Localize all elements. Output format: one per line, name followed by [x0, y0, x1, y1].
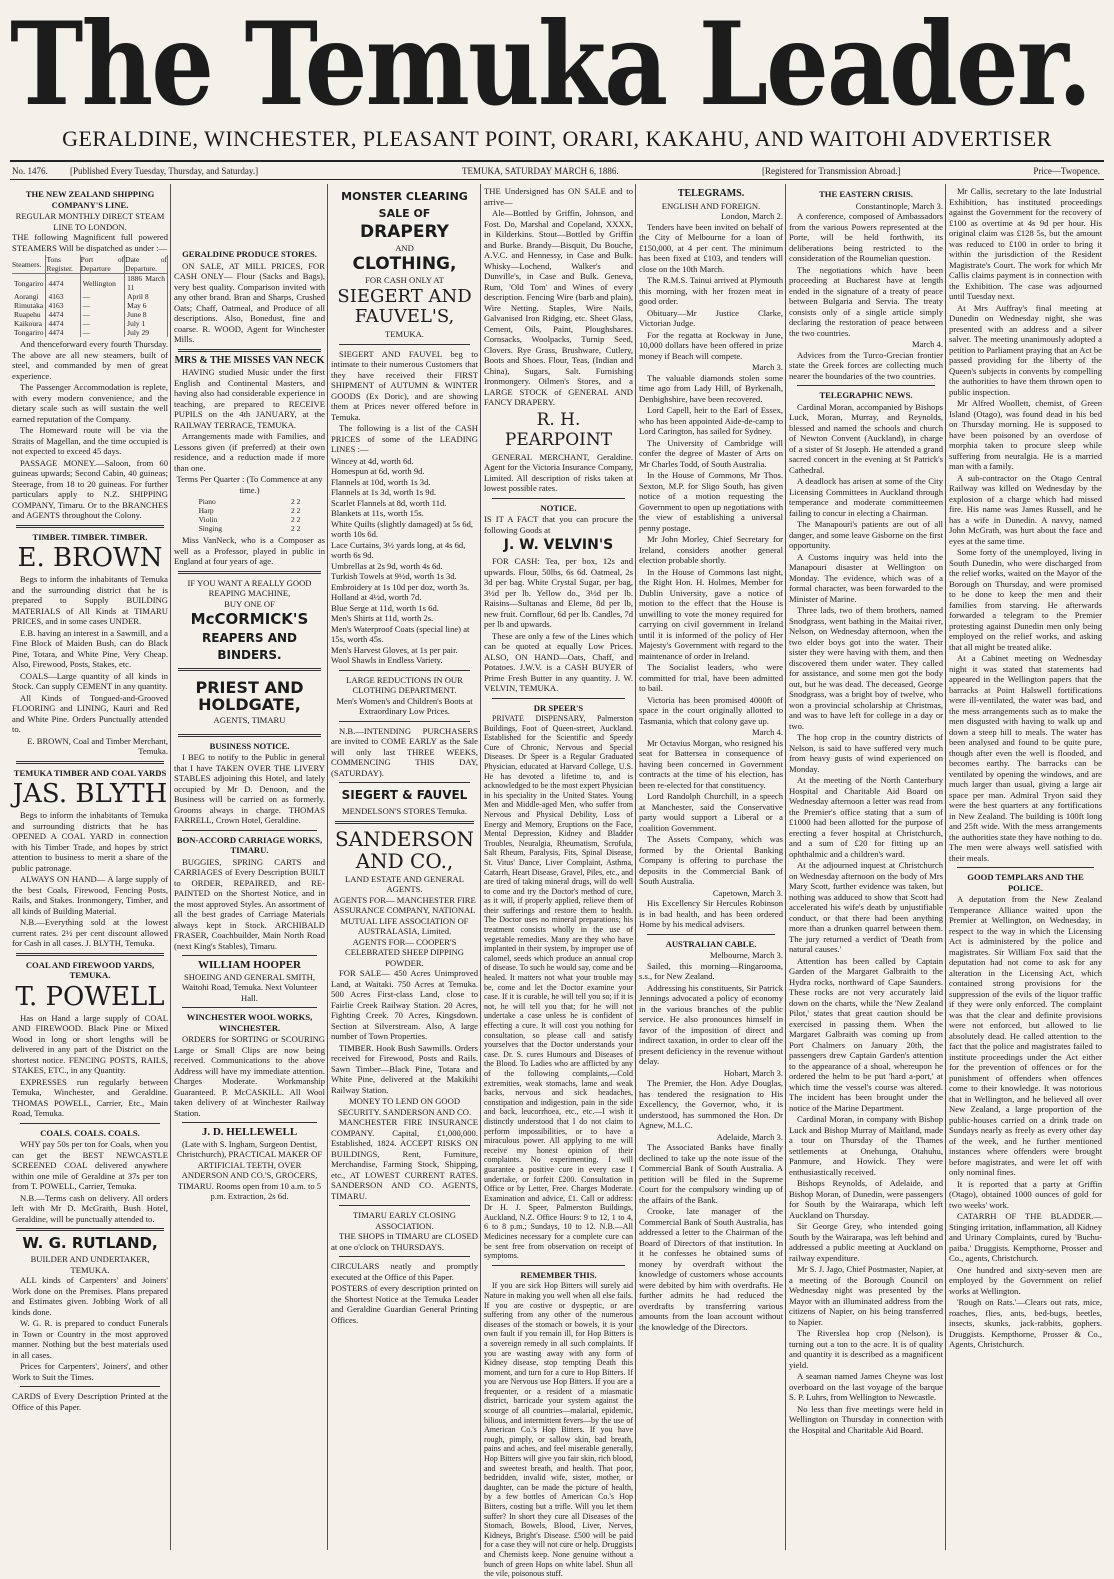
- news-item: Mr Octavius Morgan, who resigned his seat for Battersea in consequence of having been concerned in Government contracts at the time of his election, has been re-elected for that constituency.: [639, 737, 783, 790]
- news-item: At the adjourned inquest at Christchurch on Wednesday afternoon on the body of Mrs Mary Scott, further evidence was taken, but nothing was adduced to show that Scott had accelerated his wife's death by unjustifiable conduct, or that there had been anything more than a drunken quarrel between them. The jury returned a verdict of 'Death from natural causes.': [789, 860, 943, 954]
- dateline-item: March 4.: [751, 727, 783, 737]
- ad-text: N.B.—Terms cash on delivery. All orders left with Mr D. McGraith, Bush Hotel, Geraldine, will be punctually attended to.: [12, 1192, 168, 1224]
- ad-shipping-intro: THE following Magnificent full powered STEAMERS Will be dispatched as under :—: [12, 232, 168, 253]
- ad-heading: NOTICE.: [540, 502, 577, 513]
- ad-text: EXPRESSES run regularly between Temuka, Winchester, and Geraldine. THOMAS POWELL, Carrier, Etc., Main Road, Temuka.: [12, 1076, 168, 1118]
- table-row: Violin 2 2: [198, 515, 301, 524]
- ad-title-sanderson: SANDERSON AND CO.,: [335, 826, 474, 873]
- ad-shipping-heading: THE NEW ZEALAND SHIPPING COMPANY'S LINE.: [25, 189, 155, 210]
- column-7: [947, 186, 1104, 1548]
- news-item: Some forty of the unemployed, living in South Dunedin, who were discharged from the relief works, waited on the Mayor of the Borough on Thursday, and were promised to be done to keep the men and their families from starving. He afterwards forwarded a telegram to the Premier protesting against Dunedin men only being employed on the relief works, and asking that all might be treated alike.: [949, 547, 1102, 652]
- ad-text: HAVING studied Music under the first English and Continental Masters, and having also had considerable experience in teaching, are prepared to RECEIVE PUPILS on the 4th JANUARY, at the RAILWAY TERRACE, TEMUKA.: [174, 367, 325, 430]
- section-subheading: ENGLISH AND FOREIGN.: [661, 200, 761, 211]
- news-item: A conference, composed of Ambassadors from the various Powers represented at the Porte, will be held forthwith, its deliberations being restricted to the consideration of the Roumelian question.: [789, 211, 943, 263]
- ad-title-siegert: SIEGERT AND FAUVEL'S,: [337, 286, 472, 327]
- table-row: Harp 2 2: [198, 506, 301, 515]
- ad-sub: BUILDER AND UNDERTAKER, TEMUKA.: [30, 1254, 150, 1275]
- news-item: Lord Randolph Churchill, in a speech at Manchester, said the Conservative party would support a Liberal or a coalition Government.: [639, 791, 783, 833]
- newspaper-title: The Temuka Leader.: [10, 0, 1091, 132]
- issue-number: No. 1476.: [12, 166, 48, 176]
- ad-text: WHY pay 50s per ton for Coals, when you can get the BEST NEWCASTLE SCREENED COAL delivered anywhere within one mile of Geraldine at 37s per ton from T. POWELL, Carrier, Temuka.: [12, 1139, 168, 1191]
- list-item: Men's Harvest Gloves, at 1s per pair.: [331, 644, 458, 655]
- list-item: Holland at 4½d, worth 7d.: [331, 592, 422, 602]
- ad-title-blyth: JAS. BLYTH: [12, 779, 168, 809]
- ad-sub: LAND ESTATE AND GENERAL AGENTS.: [345, 873, 464, 894]
- ad-text: PRIVATE DISPENSARY, Palmerston Buildings, Foot of Queen-street, Auckland. Established for the Scientific and Speedy Cure of Chronic, Nervous and Special Diseases. Dr Speer is a Regular Graduated Physician, educated at Harvard College, U.S. He has devoted a lifetime to, and is acknowledged to be the most expert Physician in his speciality in the United States. Young Men and Middle-aged Men, who suffer from Nervous and Physical Debility, Loss of Energy and Memory, Eruptions on the Face, Mental Depression, Kidney and Bladder Troubles, Neuralgia, Rheumatism, Scrofula, Salt Rheum, Paralysis, Fits, Spinal Disease, St. Vitus' Dance, Liver Complaint, Asthma, Catarrh, Heart Disease, Gravel, Piles, etc., and are tired of taking mineral drugs, will do well to come and try the Doctor's method of cure, as it will, if properly applied, relieve them of their sufferings and restore them to health. The Doctor uses no mineral preparations; his treatment consists wholly in the use of vegetable remedies. Many are they who have implanted in their system, by improper use of calomel, seeds which produce an annual crop of disease. To such he would say, come and be healed. It matters not what your trouble may be, come and let the Doctor examine your case. If it is curable, he will tell you so; if it is not, he will tell you that; for he will not undertake a case unless he is confident of effecting a cure. It will cost you nothing for consultation, so please call and satisfy yourselves that the Doctor understands your case. Dr. S. cures Humours and Diseases of the Blood. To Ladies who are afflicted by any of the following complaints,—Cold extremities, weak stomachs, lame and weak backs, nervous and sick headaches, constipation and indigestion, pain in the side and back, leucorrhoea, etc., etc.—I wish it distinctly understood that I do not claim to perform impossibilities, or to have a miraculous power. All applying to me will receive my honest opinion of their complaints. No experimenting. I will guarantee a positive cure in every case I undertake, or forfeit £200. Consultation in Office or by Letter, Free. Charges Moderate. Examination and advice, £1. Call or address: Dr H. J. Speer, Palmerston Buildings, Auckland, N.Z. Office Hours: 9 to 12, 1 to 4, 6 to 8 p.m.; Sundays, 10 to 12. N.B.—All Medicines necessary for a complete cure can be sent free from observation on receipt of symptoms.: [484, 714, 633, 1261]
- ad-text: Begs to inform the inhabitants of Temuka and the surrounding district that he is prepared to Supply BUILDING MATERIALS of All Kinds at TIMARU PRICES, and in some cases UNDER.: [12, 574, 168, 626]
- dateline-item: Adelaide, March 3.: [716, 1131, 783, 1142]
- ad-heading: COAL AND FIREWOOD YARDS, TEMUKA.: [25, 959, 155, 980]
- ad-heading: REMEMBER THIS.: [520, 1269, 597, 1280]
- ad-text: MANCHESTER FIRE INSURANCE COMPANY. Capital, £1,000,000. Established, 1824. ACCEPT RISKS ON BUILDINGS, Rent, Furniture, Merchandise, Farming Stock, Shipping, etc., AT LOWEST CURRENT RATES. SANDERSON AND CO. AGENTS, TIMARU.: [331, 1117, 478, 1201]
- news-item: One hundred and sixty-seven men are employed by the Government on relief works at Wellington.: [949, 1264, 1102, 1296]
- ad-drapery: DRAPERY: [360, 222, 449, 242]
- ad-title-siegert-2: SIEGERT & FAUVEL: [341, 788, 468, 802]
- table-row: Rimutaka 4163 — May 6: [12, 301, 168, 310]
- news-item: Victoria has been promised 4000ft of space in the court originally allotted to Tasmania, which that colony gave up.: [639, 694, 783, 726]
- ad-text: AGENTS FOR— MANCHESTER FIRE ASSURANCE COMPANY, NATIONAL MUTUAL LIFE ASSOCIATION OF AUSTRALASIA, Limited.: [333, 894, 476, 936]
- news-item: No less than five meetings were held in Wellington on Thursday in connection with the Hospital and Charitable Aid Board.: [789, 1403, 943, 1435]
- list-item: Blankets at 11s, worth 15s.: [331, 508, 424, 518]
- dateline-item: Constantinople, March 3.: [855, 200, 943, 211]
- column-6: [787, 186, 945, 1548]
- news-item: The University of Cambridge will confer the degree of Master of Arts on Mr Charles Todd, of South Australia.: [639, 437, 783, 469]
- news-item: Crooke, late manager of the Commercial Bank of South Australia, has addressed a letter to the Chairman of the Board of Directors of that institution. In it he confesses he obtained sums of money by overdraft without the knowledge of customers whose accounts were debited by him with overdrafts. He further admits he had reduced the overdrafts by transferring various amounts from the loan account without the knowledge of the Directors.: [639, 1206, 783, 1332]
- ad-title-priest: PRIEST AND HOLDGATE,: [195, 678, 304, 714]
- ad-sub: AGENTS, TIMARU: [213, 715, 286, 725]
- list-item: Scarlet Flannels at 8d, worth 11d.: [331, 497, 447, 508]
- column-3: [329, 186, 480, 1548]
- ad-text: CARDS of Every Description Printed at the Office of this Paper.: [12, 1391, 168, 1412]
- ad-shipping-sub: REGULAR MONTHLY DIRECT STEAM LINE TO LONDON.: [15, 211, 165, 232]
- ad-title-hellewell: J. D. HELLEWELL: [201, 1126, 298, 1138]
- news-item: His Excellency Sir Hercules Robinson is in bad health, and has been ordered Home by his medical advisers.: [639, 898, 783, 929]
- news-item: At Mrs Auffray's final meeting at Dunedin on Wednesday night, she was presented with an address and a silver salver. The meeting unanimously adopted a petition to Parliament praying that an Act be passed providing for the liberty of the Queen's subjects in convents by compelling the authorities to have them thrown open to public inspection.: [949, 302, 1102, 397]
- news-item: The Premier, the Hon. Adye Douglas, has tendered the resignation to His Excellency, the Governor, who, it is understood, has summoned the Hon. Dr Agnew, M.L.C.: [639, 1078, 783, 1130]
- ad-text: ALL kinds of Carpenters' and Joiners' Work done on the Premises. Plans prepared and Estimates given. Jobbing Work of all kinds done.: [12, 1275, 168, 1317]
- ad-text: Men's Women's and Children's Boots at Extraordinary Low Prices.: [336, 695, 473, 716]
- ad-heading-speer: DR SPEER'S: [533, 702, 584, 713]
- ad-text: IS IT A FACT that you can procure the following Goods at: [484, 514, 633, 535]
- news-item: CATARRH OF THE BLADDER.—Stinging irritation, inflammation, all Kidney and Urinary Complaints, cured by 'Buchu-paiba.' Druggists. Kempthorne, Prosser and Co., agents, Christchurch.: [949, 1211, 1102, 1263]
- news-item: In the House of Commons, Mr Thos. Sexton, M.P. for Sligo South, has given notice of a motion requesting the Government to open up negotiations with the view of establishing a universal penny postage.: [639, 470, 783, 533]
- price: Price—Twopence.: [1033, 166, 1100, 176]
- news-item: Addressing his constituents, Sir Patrick Jennings advocated a policy of economy in the various branches of the public service. He also pronounces himself in favor of the imposition of direct and indirect taxation, in order to clear off the present deficiency in the revenue without delay.: [639, 982, 783, 1066]
- ad-text: The Passenger Accommodation is replete, with every modern convenience, and the dietary scale such as will sustain the well earned reputation of the Company.: [12, 382, 168, 424]
- ad-title-mccormick: McCORMICK'S: [190, 610, 309, 628]
- dateline-item: March 3.: [751, 362, 783, 372]
- registration-note: [Registered for Transmission Abroad.]: [762, 166, 901, 176]
- column-5: [637, 186, 785, 1548]
- ad-text: ALWAYS ON HAND— A large supply of the best Coals, Firewood, Fencing Posts, Rails, and Stakes. Ironmongery, Timber, and all kinds of Building Material.: [12, 874, 168, 916]
- ad-text: Has on Hand a large supply of COAL AND FIREWOOD. Black Pine or Mixed Wood in long or short lengths will be delivered in any part of the District on the shortest notice. FENCING POSTS, RAILS, STAKES, ETC., in any Quantity.: [12, 1012, 168, 1075]
- ad-text: PASSAGE MONEY.—Saloon, from 60 guineas upwards; Second Cabin, 40 guineas; Steerage, from 18 to 20 guineas. For further particulars apply to N.Z. SHIPPING COMPANY, Timaru. Or to the BRANCHES and AGENTS throughout the Colony.: [12, 457, 168, 520]
- news-item: The Socialist leaders, who were committed for trial, have been admitted to bail.: [639, 662, 783, 693]
- ad-text: These are only a few of the Lines which can be quoted at equally Low Prices. ALSO, ON HAND—Oats, Chaff, and Potatoes. J.W.V. is a CASH BUYER of Prime Fresh Butter in any quantity. J. W. VELVIN, TEMUKA.: [484, 630, 633, 693]
- ad-text: ON SALE, AT MILL PRICES, FOR CASH ONLY— Flour (Sacks and Bags), very best quality. Comparison invited with any other brand. Bran and Sharps, Crushed Oats; Chaff, Oatmeal, and Produce of all descriptions. Also, Bonedust, fine and coarse. R. WOOD, Agent for Winchester Mills.: [174, 260, 325, 344]
- table-row: Tongariro 4474 Wellington 1886 March 11: [12, 274, 168, 293]
- list-item: Turkish Towels at 9½d, worth 1s 3d.: [331, 571, 457, 581]
- table-row: Piano 2 2: [198, 497, 301, 506]
- news-item: Mr S. J. Jago, Chief Postmaster, Napier, at a meeting of the Borough Council on Wednesday night was presented by the Mayor with an illuminated address from the citizens of Napier, on his being transferred to Napier.: [789, 1264, 943, 1327]
- ad-text: LARGE REDUCTIONS IN OUR CLOTHING DEPARTMENT.: [346, 674, 463, 695]
- ad-text: E.B. having an interest in a Sawmill, and a Fine Block of Maiden Bush, can do Black Pine, Totara, and White Pine, Very Cheap. Also, Firewood, Posts, Stakes, etc.: [12, 627, 168, 669]
- news-item: A seaman named James Cheyne was lost overboard on the last voyage of the barque S. P. Luhrs, from Wellington to Newcastle.: [789, 1371, 943, 1402]
- ad-heading: TIMBER. TIMBER. TIMBER.: [32, 531, 148, 542]
- news-item: Attention has been called by Captain Garden of the Margaret Galbraith to the Hydra rocks, northward of Cape Saunders. These rocks are not very accurately laid down on the charts, while the 'New Zealand Pilot,' states that great caution should be exercised in passing them. When the Margaret Galbraith was coming up from Port Chalmers on January 20th, the passengers drew Captain Garden's attention to the appearance of a shoal, whereupon he ordered the helm to be put 'hard a-port,' at which time the vessel's course was altered. The incident has been brought under the notice of the Marine Department.: [789, 955, 943, 1113]
- news-item: The Riverslea hop crop (Nelson), is turning out a ton to the acre. It is of quality and quantity it is described as a magnificent yield.: [789, 1328, 943, 1370]
- ad-heading: COALS. COALS. COALS.: [40, 1127, 140, 1138]
- issue-date: TEMUKA, SATURDAY MARCH 6, 1886.: [462, 166, 619, 176]
- ad-text: MONEY TO LEND ON GOOD SECURITY. SANDERSON AND CO.: [337, 1096, 472, 1117]
- list-item: Wool Shawls in Endless Variety.: [331, 655, 443, 665]
- ad-text: COALS—Large quantity of all kinds in Stock. Can supply CEMENT in any quantity.: [12, 670, 168, 691]
- ad-text: (Late with S. Ingham, Surgeon Dentist, Christchurch), PRACTICAL MAKER OF ARTIFICIAL TEETH, OVER ANDERSON AND CO.'S, GROCERS, TIMARU. Rooms open from 10 a.m. to 5 p.m. Extraction, 2s 6d.: [176, 1138, 323, 1201]
- ad-signature: E. BROWN, Coal and Timber Merchant, Temuka.: [27, 735, 168, 756]
- news-item: A deputation from the New Zealand Temperance Alliance waited upon the Premier at Wellington, on Wednesday, in respect to the way in which the Licensing Act is administered by the police and magistrates. Sir William Fox said that the deputation had not come to ask for any alteration in the Licensing Act, which contained strong provisions for the suppression of the evils of the liquor traffic if they were only enforced. The complaint was that the clear and definite provisions were not enforced, but allowed to lie absolutely dead. He called attention to the fact that the police and magistrates failed to institute proceedings under the Act either for the prevention of offences or for the punishment of offenders when offences come to their knowledge. It was notorious that in Wellington, and he believed all over New Zealand, a large proportion of the public-houses carried on a drink trade on Sundays nearly as freely as every other day of the week, and he further mentioned instances where offenders were brought before magistrates, and were let off with only nominal fines.: [949, 894, 1102, 1177]
- news-item: Sailed, this morning—Ringarooma, s.s., for New Zealand.: [639, 960, 783, 981]
- news-item: At a Cabinet meeting on Wednesday night it was stated that statements had appeared in the Wellington papers that the barracks at Point Halswell fortifications were ill-ventilated, the water was bad, and the mess arrangements such as to make the men disgusted with having to walk up and down a steep hill to meals. The water has been analysed and found to be quite pure, though after even the well is flooded, and becomes earthy. The barracks can be ventilated by opening the windows, and are much larger than usual, giving a large air space per man. Admiral Tryon said they were the best quarters at any fortifications in New Zealand. The building is 100ft long and 25ft wide. With the mess arrangements the authorities state they have nothing to do. The men were always well satisfied with their meals.: [949, 653, 1102, 863]
- section-heading-telegraphic: TELEGRAPHIC NEWS.: [819, 390, 913, 400]
- dateline-item: Capetown, March 3.: [712, 887, 783, 898]
- list-item: Embroidery at 1s 10d per doz, worth 3s.: [331, 581, 470, 592]
- column-1: [10, 186, 170, 1548]
- ad-text: Arrangements made with Families, and Lessons given (if preferred) at their own residence, and a reduction made if more than one.: [174, 431, 325, 473]
- dateline-item: Hobart, March 3.: [723, 1067, 783, 1078]
- news-item: The valuable diamonds stolen some time ago from Lady Hill, of Byrkenalh, Denbighshire, have been recovered.: [639, 372, 783, 404]
- dateline-item: Melbourne, March 3.: [709, 950, 783, 960]
- ad-text: SIEGERT AND FAUVEL beg to intimate to their numerous Customers that they have received their FIRST SHIPMENT of AUTUMN & WINTER GOODS (Ex Doric), and are showing them at Prices never offered before in Temuka.: [331, 348, 478, 422]
- ad-text: THE Undersigned has ON SALE and to arrive—: [484, 186, 633, 207]
- ad-sale-heading: MONSTER CLEARING SALE OF: [341, 190, 468, 220]
- dateline: [10, 160, 1104, 180]
- news-item: The hop crop in the country districts of Nelson, is said to have suffered very much from heavy gusts of wind experienced on Monday.: [789, 732, 943, 774]
- column-4: [482, 186, 635, 1579]
- ad-text: Ale—Bottled by Griffin, Johnson, and Fost. Do, Marshal and Copeland, XXXX, in Kilderkins. Stout—Bottled by Griffin and Burke. Brandy—Bisquit, Du Bouche, A.V.C. and Hennessy, in Case and Bulk. Whisky—Lochend, Walker's and Dunville's, in Case and Bulk. Geneva, Rum, 'Old Tom' and Wines of every description. Fencing Wire (barb and plain), Wire Netting. Staples, Wire Nails, Galvanised Iron Ridging, etc. Sheet Glass, Cement, Oils, Paint, Ploughshares. Cornsacks, Woolpacks, Turnip Seed, Clovers. Rye Grass, Brushware, Cutlery, Boots and Shoes. Flour, Teas, (Indian and China), Sugars, Salt. Furnishing Ironmongery. Oilmen's Stores, and a LARGE STOCK of GENERAL AND FANCY DRAPERY.: [484, 208, 633, 407]
- news-item: Advices from the Turco-Grecian frontier state the Greek forces are collecting much nearer the boundaries of the two countries.: [789, 349, 943, 381]
- table-header: Date of Departure.: [125, 255, 167, 273]
- ad-text: FOR SALE— 450 Acres Unimproved Land, at Waitaki. 750 Acres at Temuka. 500 Acres First-class Land, close to Fairlie Creek Railway Station. 20 Acres, Fighting Creek. 70 Acres, Kingsdown. Section at Silverstream. Also, A large number of Town Properties.: [331, 968, 478, 1041]
- ad-title-pearpoint: R. H. PEARPOINT: [504, 409, 613, 450]
- news-item: It is reported that a party at Griffin (Otago), obtained 1000 ounces of gold for two weeks' work.: [949, 1178, 1102, 1210]
- section-heading-cable: AUSTRALIAN CABLE.: [665, 938, 757, 949]
- ad-title-hooper: WILLIAM HOOPER: [198, 959, 301, 971]
- column-2: [172, 186, 327, 1548]
- ad-text: FOR CASH: Tea, per box, 12s and upwards. Flour, 50lbs, 6s 6d. Oatmeal, 2s 3d per bag. White Crystal Sugar, per bag, 3½d per lb. Yellow do., 3½d per lb. Raisins—Sultanas and Eleme, 8d per lb, new fruit. Cornflour, 6d per lb. Candles, 7d per lb and upwards.: [484, 556, 633, 629]
- ad-text: AGENTS FOR— COOPER'S CELEBRATED SHEEP DIPPING POWDER.: [344, 936, 465, 968]
- ad-heading: BUSINESS NOTICE.: [209, 740, 290, 751]
- ad-title-powell: T. POWELL: [15, 981, 165, 1012]
- dateline-item: London, March 2.: [720, 211, 783, 221]
- list-item: Blue Serge at 11d, worth 1s 6d.: [331, 602, 439, 613]
- ad-title-reapers: REAPERS AND BINDERS.: [201, 631, 298, 662]
- ad-clothing: CLOTHING,: [352, 253, 457, 274]
- table-row: Kaikoura 4474 — July 1: [12, 319, 168, 328]
- ad-text: N.B.—INTENDING PURCHASERS are invited to COME EARLY as the Sale will only last THREE WEEKS, COMMENCING THIS DAY, (SATURDAY).: [331, 725, 478, 778]
- ad-title-velvin: J. W. VELVIN'S: [503, 537, 614, 553]
- ad-text: TIMBER. Hook Bush Sawmills. Orders received for Firewood, Posts and Rails. Sawn Timber—Black Pine, Totara and White Pine, delivered at the Makikihi Railway Station.: [331, 1042, 478, 1095]
- ad-title-rutland: W. G. RUTLAND,: [22, 1234, 158, 1252]
- news-item: A sub-contractor on the Otago Central Railway was killed on Wednesday by the explosion of a charge which had missed fire. His name was James Russell, and he has a wife in Dunedin. A navvy, named John McGrath, was hurt about the face and eyes at the same time.: [949, 472, 1102, 546]
- ad-title-brown: E. BROWN: [17, 543, 163, 573]
- table-row: Ruapehu 4474 — June 8: [12, 310, 168, 319]
- news-item: Lord Capell, heir to the Earl of Essex, who has been appointed Aide-de-camp to Lord Carington, has sailed for Sydney.: [639, 405, 783, 436]
- dateline-item: March 4.: [911, 339, 943, 349]
- news-item: The R.M.S. Tainui arrived at Plymouth this morning, with her frozen meat in good order.: [639, 275, 783, 306]
- ad-heading: BON-ACCORD CARRIAGE WORKS, TIMARU.: [176, 834, 323, 855]
- news-item: Cardinal Moran, in company with Bishop Luck and Bishop Murray of Maitland, made a tour on Thursday of the Thames settlements at Onehunga, Otahuhu, Panmure, and Howick. They were enthusiastically received.: [789, 1114, 943, 1177]
- news-item: At the meeting of the North Canterbury Hospital and Charitable Aid Board on Wednesday afternoon a letter was read from the Premier's office stating that a sum of £1000 had been allotted for the purpose of erecting a fever hospital at Christchurch, and a sum of £20 for fitting up an ophthalmic and a children's ward.: [789, 775, 943, 859]
- section-heading-telegrams: TELEGRAMS.: [677, 188, 745, 199]
- ad-text: W. G. R. is prepared to conduct Funerals in Town or Country in the most approved manner. Nothing but the best materials used in all cases.: [12, 1318, 168, 1360]
- ad-and: AND: [395, 243, 414, 253]
- news-item: 'Rough on Rats.'—Clears out rats, mice, roaches, flies, ants, bed-bugs, beetles, insects, skunks, jack-rabbits, gophers. Druggists. Kempthorne, Prosser & Co., Agents, Christchurch.: [949, 1297, 1102, 1349]
- news-item: Mr John Morley, Chief Secretary for Ireland, considers another general election probable shortly.: [639, 534, 783, 565]
- news-item: A Customs inquiry was held into the Manapouri disaster at Wellington on Monday. The evidence, which was of a formal character, was been forwarded to the Minister of Marine.: [789, 551, 943, 604]
- ad-text: GENERAL MERCHANT, Geraldine. Agent for the Victoria Insurance Company, Limited. All description of risks taken at lowest possible rates.: [484, 451, 633, 493]
- ad-text: Begs to inform the inhabitants of Temuka and surrounding districts that he has OPENED A COAL YARD in connection with his Timber Trade, and hopes by strict attention to business to merit a share of the public patronage.: [12, 810, 168, 873]
- news-item: Three lads, two of them brothers, named Snodgrass, went bathing in the Maitai river, Nelson, on Wednesday afternoon, when the two elder boys got into the water. Their sister they were having with them, and then discovered them under water. They called for assistance, and some men got the body out, but he was dead. The deceased, George Snodgrass, was a bright boy of twelve, who won a provincial scholarship at Christmas, and was to have left for college in a day or two.: [789, 605, 943, 731]
- list-item: Homespun at 6d, worth 9d.: [331, 466, 425, 476]
- section-heading-templars: GOOD TEMPLARS AND THE POLICE.: [967, 872, 1084, 893]
- ad-text: THE SHOPS in TIMARU are CLOSED at one o'clock on THURSDAYS.: [331, 1231, 478, 1252]
- list-item: Umbrellas at 2s 9d, worth 4s 6d.: [331, 560, 443, 571]
- ad-sub: MENDELSON'S STORES Temuka.: [341, 806, 467, 816]
- news-item: The negotiations which have been proceeding at Bucharest have at length ended in the signature of a treaty of peace between Bulgaria and Servia. The treaty consists only of a single article simply declaring the restoration of peace between the two countries.: [789, 264, 943, 338]
- ad-cash: FOR CASH ONLY AT: [365, 274, 444, 285]
- ad-text: And thenceforward every fourth Thursday. The above are all new steamers, built of steel, and commanded by men of great experience.: [12, 339, 168, 381]
- ad-text: BUY ONE OF: [224, 598, 275, 609]
- ad-text: CIRCULARS neatly and promptly executed at the Office of this Paper.: [331, 1261, 478, 1282]
- ad-text: The Homeward route will be via the Straits of Magellan, and the time occupied is not expected to exceed 45 days.: [12, 425, 168, 456]
- list-item: White Quilts (slightly damaged) at 5s 6d, worth 10s 6d.: [331, 518, 474, 539]
- list-item: Men's Shirts at 11d, worth 2s.: [331, 613, 434, 623]
- ad-heading: GERALDINE PRODUCE STORES.: [182, 249, 317, 259]
- list-item: Lace Curtains, 3½ yards long, at 4s 6d, worth 6s 9d.: [331, 539, 466, 560]
- ad-text: Miss VanNeck, who is a Composer as well as a Professor, played in public in England at four years of age.: [174, 535, 325, 566]
- ad-sub: SHOEING AND GENERAL SMITH, Waitohi Road, Temuka. Next Volunteer Hall.: [181, 971, 318, 1003]
- ad-text: I BEG to notify to the Public in general that I have TAKEN OVER THE LIVERY STABLES adjoining this Hotel, and lately occupied by Mr D. Denoon, and the Business will be carried on as formerly. Grooms always in charge. THOMAS FARRELL, Crown Hotel, Geraldine.: [174, 752, 325, 825]
- table-row: Aorangi 4163 — April 8: [12, 292, 168, 301]
- ad-heading: TEMUKA TIMBER AND COAL YARDS: [13, 767, 167, 778]
- ad-text: ORDERS for SORTING or SCOURING Large or Small Clips are now being received. Communications to the above Address will have my immediate attention. Charges Moderate. Workmanship Guaranteed. P. McCASKILL. All Wool taken delivery of at Winchester Railway Station.: [174, 1034, 325, 1118]
- list-item: Flannels at 1s 3d, worth 1s 9d.: [331, 487, 437, 497]
- news-item: In the House of Commons last night, the Right Hon. H. Holmes, Member for Dublin University, gave a notice of motion to the effect that the House is unwilling to vote the money required for carrying on civil government in Ireland until it is informed of the policy of Her Majesty's Government with regard to the maintenance of order in Ireland.: [639, 566, 783, 661]
- news-item: Bishops Reynolds, of Adelaide, and Bishop Moran, of Dunedin, were passengers for South by the Wairarapa, which left Auckland on Thursday.: [789, 1178, 943, 1220]
- news-item: Tenders have been invited on behalf of the City of Melbourne for a loan of £150,000, at 4 per cent. The minimum has been fixed at £103, and tenders will close on the 10th March.: [639, 221, 783, 274]
- table-header: Tons Register.: [46, 255, 80, 274]
- ad-text: N.B.—Everything sold at the lowest current rates. 2½ per cent discount allowed for Cash in all cases. J. BLYTH, Temuka.: [12, 917, 168, 948]
- list-item: Flannels at 10d, worth 1s 3d.: [331, 476, 431, 487]
- masthead: [10, 0, 1104, 132]
- ad-text: Prices for Carpenters', Joiners', and other Work to Suit the Times.: [12, 1361, 168, 1382]
- news-item: Mr Callis, secretary to the late Industrial Exhibition, has instituted proceedings against the Government for the recovery of £100 as overtime at 4s 9d per hour. His original claim was £128 5s, but the amount was reduced to £100 in order to bring it within the jurisdiction of the Resident Magistrate's Court. The work for which Mr Callis claims payment is in connection with the Exhibition. The case was adjourned until Tuesday next.: [949, 186, 1102, 301]
- table-row: Singing 2 2: [198, 524, 301, 533]
- fees-table: [197, 497, 303, 533]
- ad-text: IF YOU WANT A REALLY GOOD REAPING MACHINE,: [187, 577, 312, 598]
- sailing-table: [12, 255, 168, 337]
- ad-text: POSTERS of every description printed on the Shortest Notice at the Temuka Leader and Geraldine Guardian General Printing Offices.: [331, 1283, 478, 1325]
- table-header: Steamers.: [12, 255, 46, 274]
- ad-text: If you are sick Hop Bitters will surely aid Nature in making you well when all else fails. If you are costive or dyspeptic, or are suffering from any other of the numerous diseases of the stomach or bowels, it is your own fault if you remain ill, for Hop Bitters is a sovereign remedy in all such complaints. If you are wasting away with any form of Kidney disease, stop tempting Death this moment, and turn for a cure to Hop Bitters. If you are Nervous use Hop Bitters. If you are a frequenter, or a resident of a miasmatic district, barricade your system against the scourge of all countries—malarial, epidemic, bilious, and intermittent fevers—by the use of American Co.'s Hop Bitters. If you have rough, pimply, or sallow skin, bad breath, pains and aches, and feel miserable generally, Hop Bitters will give you fair skin, rich blood, and sweetest breath, and health. That poor, bedridden, invalid wife, sister, mother, or daughter, can be made the picture of health, by a few bottles of American Co.'s Hop Bitters, costing but a trifle. Will you let them suffer? In short they cure all Diseases of the Stomach, Bowels, Blood, Liver, Nerves, Kidneys, Bright's Disease. £500 will be paid for a case they will not cure or help. Druggists and Chemists keep. None genuine without a bunch of green Hops on white label. Shun all the vile, poisonous stuff.: [484, 1281, 633, 1579]
- news-item: The Manapouri's patients are out of all danger, and some leave Gisborne on the first opportunity.: [789, 519, 943, 550]
- ad-heading-vanneck: MRS & THE MISSES VAN NECK: [174, 354, 325, 366]
- list-item: Wincey at 4d, worth 6d.: [331, 455, 414, 466]
- table-header: Port of Departure: [80, 255, 125, 273]
- news-item: Cardinal Moran, accompanied by Bishops Luck, Moran, Murray, and Reynolds, blessed and named the schools and church of Newton Convent (Auckland), in charge of a sister of St Joseph. He attended a grand sacred concert in the evening at St Patrick's Cathedral.: [789, 401, 943, 475]
- ad-heading: TIMARU EARLY CLOSING ASSOCIATION.: [353, 1210, 456, 1231]
- price-list: [331, 456, 478, 666]
- ad-text: BUGGIES, SPRING CARTS and CARRIAGES of Every Description BUILT to ORDER, REPAIRED, and RE-PAINTED on the Shortest Notice, and in the most approved Styles. An assortment of all the best grades of Carriage Materials always kept in Stock. ARCHIBALD FRASER, Coachbuilder, Main North Road (next King's Stables), Timaru.: [174, 856, 325, 951]
- news-item: Obituary—Mr Justice Clarke, Victorian Judge.: [639, 307, 783, 328]
- news-item: A deadlock has arisen at some of the City Licensing Committees in Auckland through temperance and moderate committeemen failing to concur in electing a Chairman.: [789, 476, 943, 518]
- ad-text: The following is a list of the CASH PRICES of some of the LEADING LINES :—: [331, 423, 478, 454]
- news-item: Sir George Grey, who intended going South by the Wairarapa, was left behind and addressed a public meeting at Auckland on railway expenditure.: [789, 1221, 943, 1263]
- news-item: For the regatta at Rockway in June, 10,000 dollars have been offered in prize money if Beach will compete.: [639, 329, 783, 361]
- ad-heading: WINCHESTER WOOL WORKS, WINCHESTER.: [186, 1012, 313, 1033]
- ad-text: All Kinds of Tongued-and-Grooved FLOORING and LINING, Kauri and Red and White Pine. Orders Punctually attended to.: [12, 692, 168, 734]
- news-item: The Associated Banks have finally declined to take up the note issue of the Commercial Bank of South Australia. A petition will be filed in the Supreme Court for the compulsory winding up of the affairs of the Bank.: [639, 1142, 783, 1205]
- list-item: Men's Waterproof Coats (special line) at 15s, worth 45s.: [331, 623, 470, 644]
- publication-schedule: [Published Every Tuesday, Thursday, and Saturday.]: [70, 166, 259, 176]
- news-item: The Assets Company, which was formed by the Oriental Banking Company is offering to purchase the deposits in the Commercial Bank of South Australia.: [639, 834, 783, 886]
- ad-town: TEMUKA.: [385, 329, 424, 339]
- section-heading-eastern: THE EASTERN CRISIS.: [819, 189, 913, 199]
- table-row: Tongariro 4474 — July 29: [12, 328, 168, 337]
- newspaper-subtitle: GERALDINE, WINCHESTER, PLEASANT POINT, ORARI, KAKAHU, AND WAITOHI ADVERTISER: [62, 126, 1052, 151]
- news-item: Mr Alfred Woollett, chemist, of Green Island (Otago), was found dead in his bed on Thursday morning. He is supposed to have been poisoned by an overdose of morphia taken to procure sleep while suffering from neuralgia. He is a married man with a family.: [949, 398, 1102, 471]
- ad-sub: Terms Per Quarter : (To Commence at any time.): [176, 474, 323, 495]
